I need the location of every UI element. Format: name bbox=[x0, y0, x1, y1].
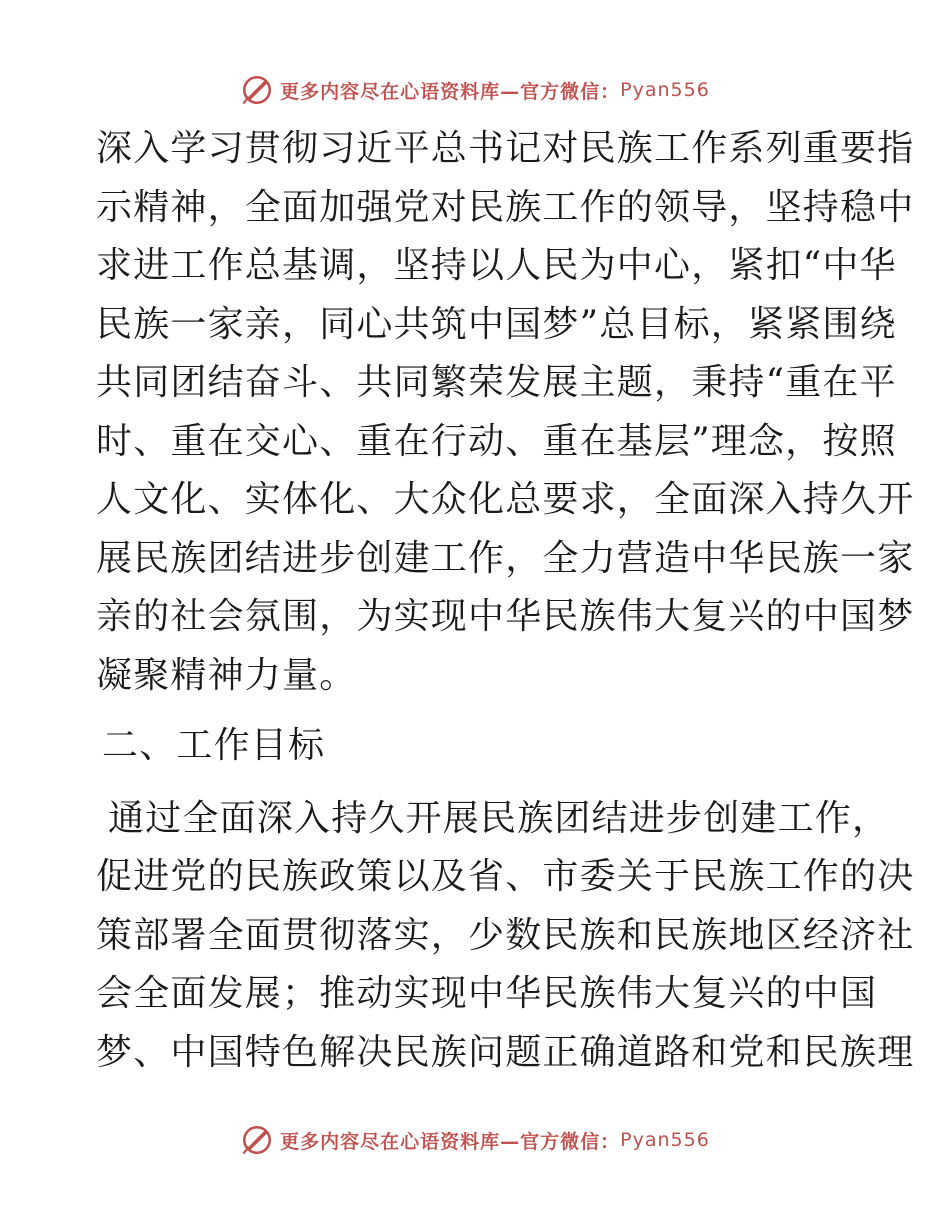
text-line: 展民族团结进步创建工作，全力营造中华民族一家 bbox=[96, 537, 915, 579]
text-line: 策部署全面贯彻落实，少数民族和民族地区经济社 bbox=[96, 914, 915, 956]
text-line: 求进工作总基调，坚持以人民为中心，紧扣“中华 bbox=[96, 245, 897, 286]
watermark-contact: Pyan556 bbox=[620, 1129, 710, 1151]
watermark-contact: Pyan556 bbox=[620, 79, 710, 101]
header-watermark bbox=[0, 70, 950, 110]
watermark-text: 更多内容尽在心语资料库—官方微信： bbox=[280, 1130, 621, 1153]
text-line: 促进党的民族政策以及省、市委关于民族工作的决 bbox=[96, 856, 915, 897]
document-body bbox=[96, 120, 915, 1082]
text-line: 梦、中国特色解决民族问题正确道路和党和民族理 bbox=[96, 1031, 915, 1073]
paragraph-guiding-thought bbox=[96, 120, 915, 705]
text-line: 通过全面深入持久开展民族团结进步创建工作， bbox=[108, 797, 890, 839]
footer-watermark bbox=[0, 1120, 950, 1160]
text-line: 深入学习贯彻习近平总书记对民族工作系列重要指 bbox=[96, 128, 915, 169]
text-line: 亲的社会氛围，为实现中华民族伟大复兴的中国梦 bbox=[96, 596, 915, 637]
text-line: 时、重在交心、重在行动、重在基层”理念，按照 bbox=[96, 420, 897, 462]
text-line: 凝聚精神力量。 bbox=[96, 654, 357, 696]
quill-logo-icon bbox=[240, 1123, 274, 1157]
paragraph-work-goals bbox=[96, 790, 915, 1083]
quill-logo-icon bbox=[240, 73, 274, 107]
text-line: 会全面发展；推动实现中华民族伟大复兴的中国 bbox=[96, 973, 878, 1014]
text-line: 示精神，全面加强党对民族工作的领导，坚持稳中 bbox=[96, 186, 915, 228]
text-line: 人文化、实体化、大众化总要求，全面深入持久开 bbox=[96, 479, 915, 520]
text-line: 共同团结奋斗、共同繁荣发展主题，秉持“重在平 bbox=[96, 362, 897, 403]
watermark-text: 更多内容尽在心语资料库—官方微信： bbox=[280, 80, 621, 103]
section-heading: 二、工作目标 bbox=[102, 725, 326, 766]
text-line: 民族一家亲，同心共筑中国梦”总目标，紧紧围绕 bbox=[96, 303, 897, 345]
